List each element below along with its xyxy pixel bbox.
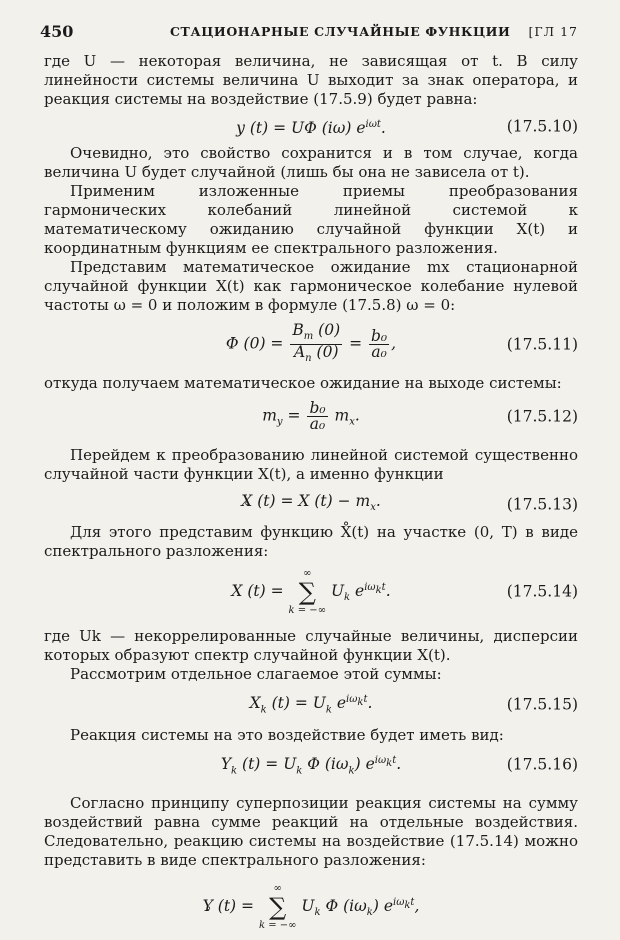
- equation-17-5-13: X (t) = X $(t) - m_x$. (17.5.13): [241, 492, 578, 514]
- equation-17-5-14: X (t) = ∞ ∑ k = −∞ $U_k$ $e^{i\omega_kt}$. (17.5.14): [231, 568, 578, 617]
- equation-number: (17.5.11): [506, 335, 578, 354]
- chapter-marker: [ГЛ 17: [528, 24, 578, 39]
- running-title: СТАЦИОНАРНЫЕ СЛУЧАЙНЫЕ ФУНКЦИИ: [170, 24, 511, 39]
- equation-17-5-10: y (t) = UΦ (iω) $e^{i\omega t}$. (17.5.10): [236, 117, 578, 138]
- paragraph-8: где Uk — некоррелированные случайные величины, дисперсии которых образуют спектр случайной функции X(t).: [44, 627, 578, 665]
- paragraph-3: Применим изложенные приемы преобразования гармонических колебаний линейной системой к математическому ожиданию случайной функции X(t) и координатным функциям ее спектрального разложения.: [44, 182, 578, 258]
- equation-number: (17.5.10): [506, 117, 578, 136]
- paragraph-11: Согласно принципу суперпозиции реакция системы на сумму воздействий равна сумме реакций на отдельные воздействия. Следовательно, реакцию системы на воздействие (17.5.14) можно представить в виде спектрального разложения:: [44, 793, 578, 869]
- equation-number: (17.5.15): [506, 695, 578, 714]
- page-header: [40, 22, 578, 42]
- paragraph-6: Перейдем к преобразованию линейной системой существенно случайной части функции X(t), а именно функции: [44, 446, 578, 484]
- paragraph-9: Рассмотрим отдельное слагаемое этой суммы:: [70, 665, 442, 684]
- paragraph-5: откуда получаем математическое ожидание на выходе системы:: [44, 374, 562, 393]
- equation-17-5-15: $X_k$ $(t) = U_k$ $e^{i\omega_kt}$. (17.5.15): [249, 694, 578, 716]
- paragraph-7: Для этого представим функцию X̊(t) на участке (0, T) в виде спектрального разложения:: [44, 523, 578, 561]
- page-number: 450: [40, 22, 74, 41]
- equation-number: (17.5.12): [506, 407, 578, 426]
- equation-17-5-11: Φ (0) = $\frac{B_m (0)}{A_n (0)}$ = $\frac{\text{b₀}}{\text{a₀}}$ , (17.5.11): [225, 321, 578, 365]
- paragraph-4: Представим математическое ожидание mx стационарной случайной функции X(t) как гармоническое колебание нулевой частоты ω = 0 и положим в формуле (17.5.8) ω = 0:: [44, 258, 578, 315]
- paragraph-2: Очевидно, это свойство сохранится и в том случае, когда величина U будет случайной (лишь бы она не зависела от t).: [44, 144, 578, 182]
- paragraph-1: где U — некоторая величина, не зависящая от t. В силу линейности системы величина U выходит за знак оператора, и реакция системы на воздействие (17.5.9) будет равна:: [44, 52, 578, 108]
- equation-number: (17.5.13): [506, 495, 578, 514]
- page-body: [44, 52, 578, 938]
- equation-17-5-17: Y (t) = ∞ ∑ k = −∞ $U_k$ Φ $(i\omega_k)$ $e^{i\omega_kt}$,: [202, 882, 420, 931]
- equation-number: (17.5.14): [506, 582, 578, 601]
- equation-number: (17.5.16): [506, 755, 578, 774]
- paragraph-10: Реакция системы на это воздействие будет иметь вид:: [70, 725, 504, 744]
- equation-17-5-12: $m_y$ = $\frac{\text{b₀}}{\text{a₀}}$ $m_x$. (17.5.12): [262, 399, 578, 434]
- equation-17-5-16: $Y_k$ $(t) = U_k$ Φ $(i\omega_k)$ $e^{i\omega_kt}$. (17.5.16): [220, 754, 578, 776]
